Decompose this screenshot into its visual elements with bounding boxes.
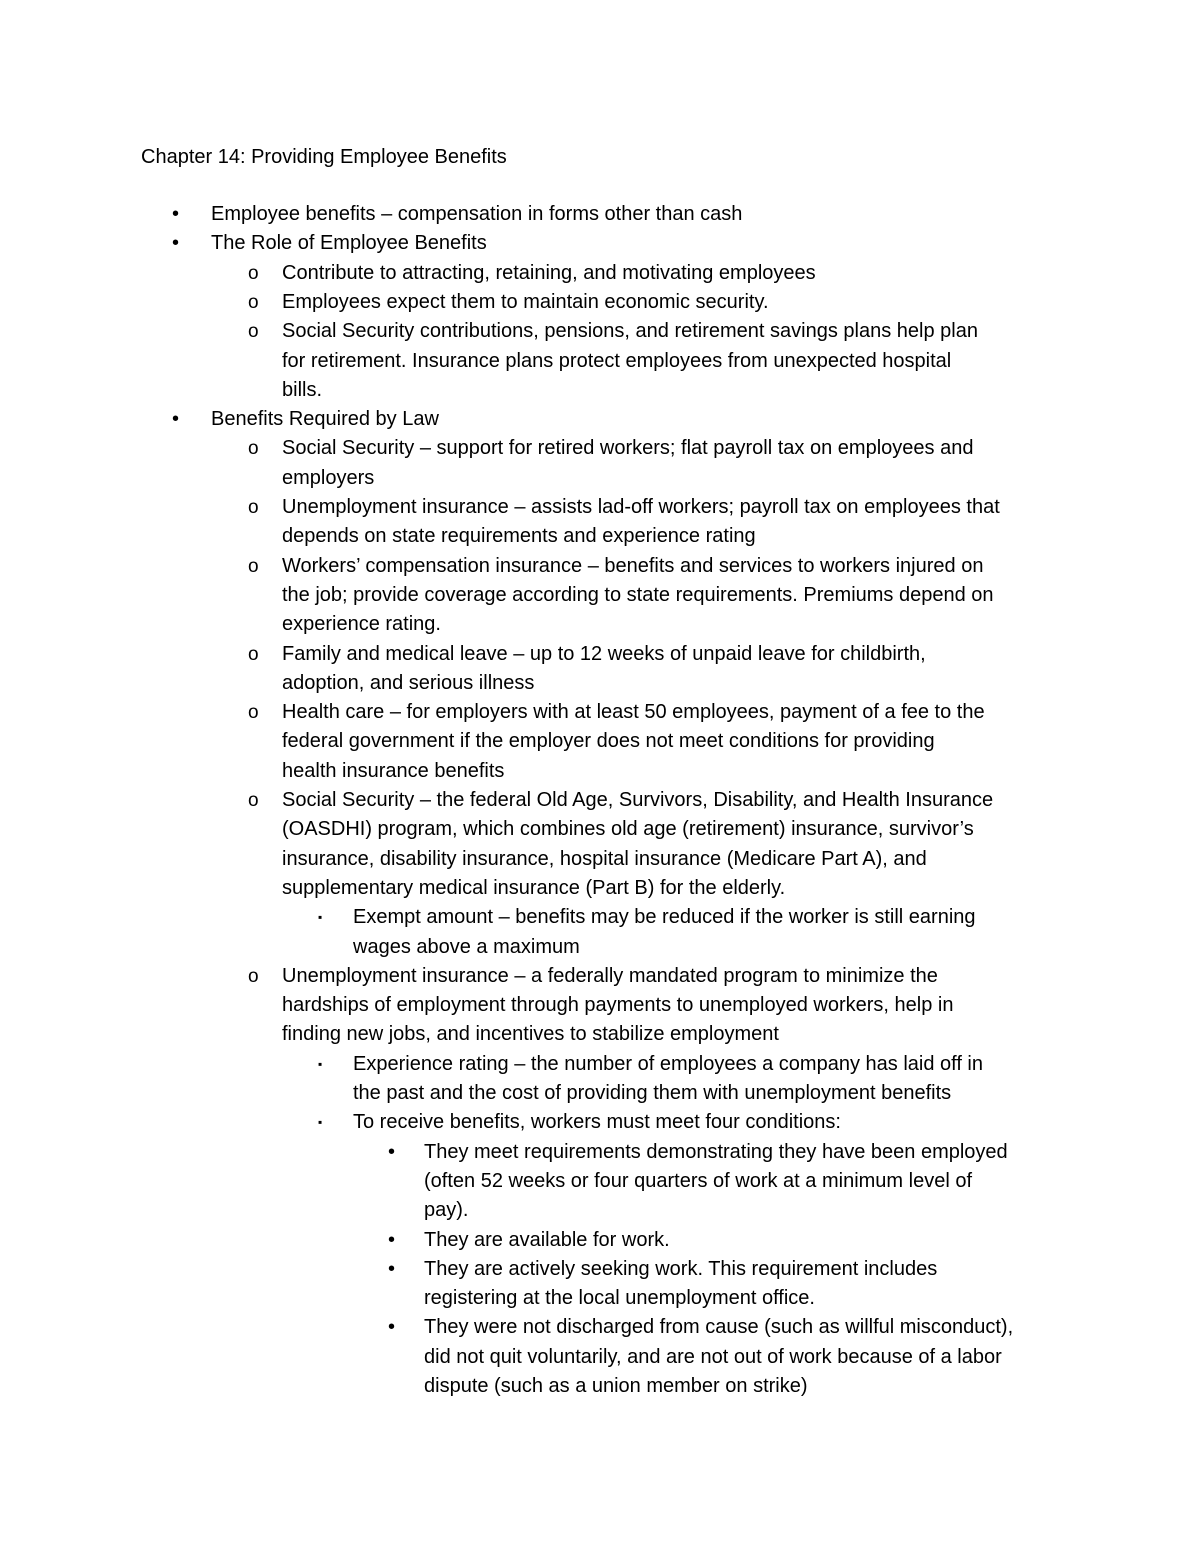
circle-bullet-icon: o (248, 291, 259, 313)
disc-bullet-icon: • (172, 232, 180, 255)
list-item-line: They are actively seeking work. This requirement includes (424, 1257, 938, 1280)
list-item-line: They were not discharged from cause (such as willful misconduct), (424, 1316, 1014, 1339)
disc-bullet-icon: • (388, 1140, 396, 1163)
list-item-line: the job; provide coverage according to state requirements. Premiums depend on (282, 583, 994, 606)
list-item-line: Social Security – support for retired workers; flat payroll tax on employees and (282, 437, 974, 460)
list-item-line: They are available for work. (424, 1228, 670, 1251)
disc-bullet-icon: • (388, 1316, 396, 1339)
list-item-line: pay). (424, 1199, 469, 1222)
disc-bullet-icon: • (388, 1228, 396, 1251)
list-item-line: Benefits Required by Law (211, 408, 439, 431)
list-item-line: Social Security – the federal Old Age, Survivors, Disability, and Health Insurance (282, 789, 994, 811)
list-item-line: Unemployment insurance – assists lad-off workers; payroll tax on employees that (282, 496, 1000, 518)
list-item-line: adoption, and serious illness (282, 671, 535, 694)
list-item-line: supplementary medical insurance (Part B) for the elderly. (282, 876, 786, 899)
list-item-line: bills. (282, 378, 323, 401)
list-item-line: (OASDHI) program, which combines old age (retirement) insurance, survivor’s (282, 818, 974, 841)
list-item-line: for retirement. Insurance plans protect employees from unexpected hospital (282, 349, 952, 372)
list-item-line: did not quit voluntarily, and are not out of work because of a labor (424, 1345, 1002, 1368)
list-item-line: Experience rating – the number of employees a company has laid off in (353, 1052, 983, 1075)
square-bullet-icon: ▪ (318, 1056, 323, 1071)
circle-bullet-icon: o (248, 643, 259, 665)
page-title: Chapter 14: Providing Employee Benefits (141, 146, 507, 168)
list-item-line: They meet requirements demonstrating they have been employed (424, 1140, 1008, 1163)
list-item-line: The Role of Employee Benefits (211, 232, 487, 255)
list-item-line: experience rating. (282, 613, 441, 636)
circle-bullet-icon: o (248, 262, 259, 284)
circle-bullet-icon: o (248, 702, 259, 724)
square-bullet-icon: ▪ (318, 1115, 323, 1130)
list-item-line: Workers’ compensation insurance – benefits and services to workers injured on (282, 554, 984, 577)
list-item-line: wages above a maximum (353, 935, 580, 958)
list-item-line: Health care – for employers with at least 50 employees, payment of a fee to the (282, 701, 985, 724)
list-item-line: hardships of employment through payments to unemployed workers, help in (282, 994, 954, 1017)
list-item-line: Employee benefits – compensation in forms other than cash (211, 203, 743, 225)
list-item-line: To receive benefits, workers must meet four conditions: (353, 1111, 841, 1134)
circle-bullet-icon: o (248, 965, 259, 987)
circle-bullet-icon: o (248, 321, 259, 343)
list-item-line: insurance, disability insurance, hospital insurance (Medicare Part A), and (282, 847, 927, 870)
list-item-line: Exempt amount – benefits may be reduced if the worker is still earning (353, 906, 976, 929)
list-item-line: health insurance benefits (282, 759, 505, 782)
list-item-line: (often 52 weeks or four quarters of work at a minimum level of (424, 1169, 973, 1192)
list-item-line: depends on state requirements and experience rating (282, 525, 756, 548)
disc-bullet-icon: • (172, 203, 180, 225)
list-item-line: finding new jobs, and incentives to stabilize employment (282, 1023, 779, 1046)
circle-bullet-icon: o (248, 438, 259, 460)
list-item-line: dispute (such as a union member on strike) (424, 1375, 808, 1397)
list-item-line: Unemployment insurance – a federally mandated program to minimize the (282, 964, 938, 987)
list-item-line: registering at the local unemployment office. (424, 1287, 815, 1310)
list-item-line: Family and medical leave – up to 12 weeks of unpaid leave for childbirth, (282, 642, 926, 665)
list-item-line: Contribute to attracting, retaining, and motivating employees (282, 261, 816, 284)
list-item-line: Social Security contributions, pensions, and retirement savings plans help plan (282, 320, 978, 343)
list-item-line: Employees expect them to maintain economic security. (282, 290, 769, 313)
square-bullet-icon: ▪ (318, 910, 323, 925)
circle-bullet-icon: o (248, 790, 259, 811)
disc-bullet-icon: • (172, 408, 180, 431)
circle-bullet-icon: o (248, 555, 259, 577)
list-item-line: the past and the cost of providing them with unemployment benefits (353, 1082, 952, 1104)
list-item-line: employers (282, 466, 375, 489)
disc-bullet-icon: • (388, 1257, 396, 1280)
circle-bullet-icon: o (248, 497, 259, 518)
list-item-line: federal government if the employer does not meet conditions for providing (282, 730, 935, 753)
